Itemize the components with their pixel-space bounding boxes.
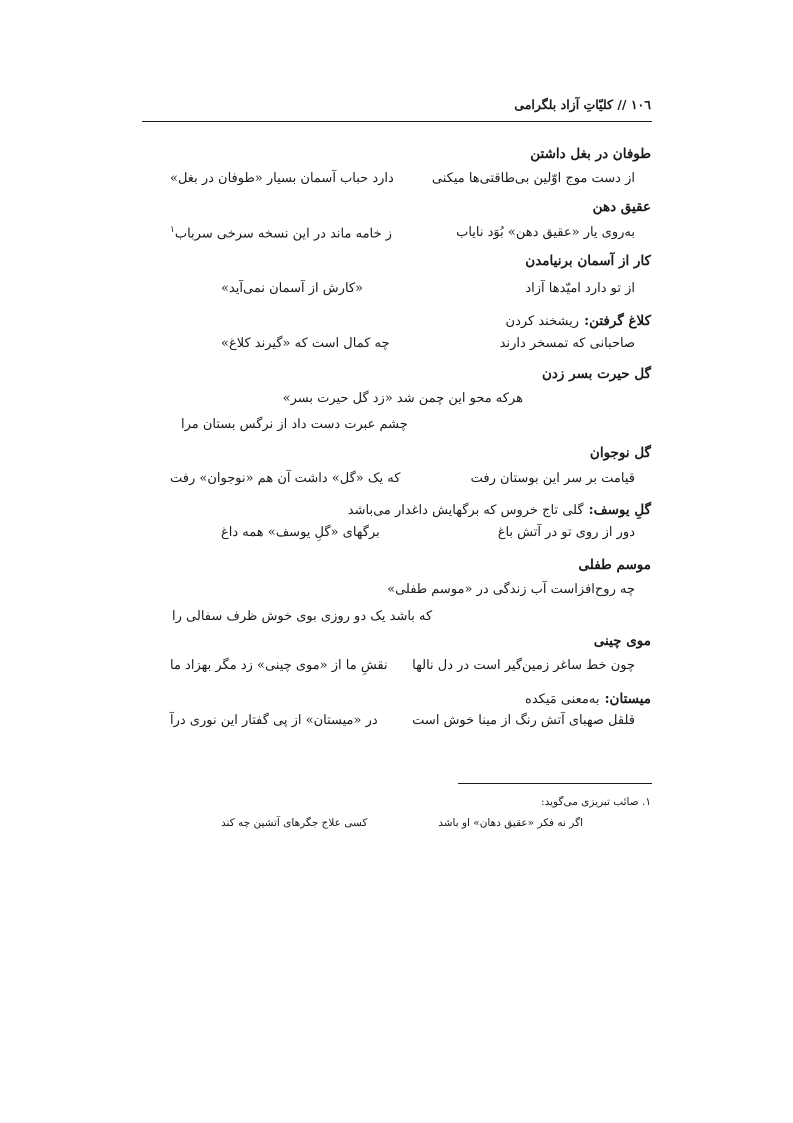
header-separator: // (617, 97, 627, 112)
entry-definition: به‌معنی مَیکده (525, 692, 600, 707)
verse-hemistich-left: چشم عبرت دست داد از نرگس بستان مرا (181, 417, 408, 432)
entry-title: گلِ یوسف: (588, 502, 651, 518)
verse-hemistich-right: چون خط ساغر زمین‌گیر است در دل نالها (412, 658, 635, 673)
verse-hemistich-right: از دست موج اوّلین بی‌طاقتی‌ها میکنی (431, 171, 635, 186)
verse-hemistich-left: برگهای «گلِ یوسف» همه داغ (221, 525, 380, 540)
verse-hemistich-left (170, 225, 392, 241)
running-header (514, 97, 651, 112)
verse-hemistich-left: «کارش از آسمان نمی‌آید» (221, 281, 364, 296)
entry-title: عقیق دهن (592, 199, 651, 215)
book-title: کلیّاتِ آزاد بلگرامی (514, 97, 613, 112)
entry-title: میستان: (604, 691, 651, 707)
verse-hemistich-left: که باشد یک دو روزی بوی خوش ظرف سفالی را (172, 609, 433, 624)
entry-title: موی چینی (593, 633, 651, 649)
verse-hemistich-right: هرکه محو این چمن شد «زد گل حیرت بسر» (282, 391, 523, 406)
entry-title: گل نوجوان (589, 445, 651, 461)
verse-text: ز خامه ماند در این نسخه سرخی سرباب (174, 226, 392, 242)
entry-line (506, 310, 651, 329)
footnote-verse-right: اگر نه فکر «عقیق دهان» او باشد (438, 817, 583, 829)
entry-title: طوفان در بغل داشتن (530, 146, 651, 162)
verse-hemistich-right: چه روح‌افزاست آب زندگی در «موسم طفلی» (387, 582, 635, 597)
verse-hemistich-left: در «میستان» از پی گفتار این نوری درآ (170, 713, 378, 728)
verse-hemistich-left: که یک «گل» داشت آن هم «نوجوان» رفت (170, 471, 401, 486)
verse-hemistich-left: دارد حباب آسمان بسیار «طوفان در بغل» (170, 171, 394, 186)
verse-hemistich-right: قیامت بر سر این بوستان رفت (470, 471, 635, 486)
entry-title: گل حیرت بسر زدن (541, 366, 651, 382)
verse-hemistich-right: به‌روی یار «عقیق دهن» بُوَد نایاب (456, 225, 635, 240)
footnote-intro-line (541, 796, 651, 808)
header-rule (142, 121, 652, 122)
verse-hemistich-right: از تو دارد امیّدها آزاد (525, 281, 635, 296)
footnote-number: ١. (642, 796, 651, 808)
verse-hemistich-right: قلقل صهبای آتش رنگ از مینا خوش است (412, 713, 635, 728)
entry-title: موسم طفلی (578, 557, 651, 573)
entry-title: کار از آسمان برنیامدن (525, 253, 651, 269)
entry-line (525, 688, 651, 707)
footnote-rule (458, 783, 652, 784)
verse-hemistich-right: صاحبانی که تمسخر دارند (499, 336, 635, 351)
verse-hemistich-right: دور از روی تو در آتش باغ (497, 525, 635, 540)
footnote-verse-left: کسی علاج جگرهای آتشین چه کند (221, 817, 368, 829)
page-number: ١٠٦ (630, 97, 651, 112)
entry-line (348, 499, 651, 518)
footnote-reference: ١ (170, 225, 175, 235)
verse-hemistich-left: چه کمال است که «گیرند کلاغ» (221, 336, 390, 351)
entry-definition: گلی تاج خروس که برگهایش داغدار می‌باشد (347, 503, 584, 518)
entry-title: کلاغ گرفتن: (584, 313, 651, 329)
verse-hemistich-left: نقشِ ما از «موی چینی» زد مگر بهزاد ما (170, 658, 388, 673)
footnote-intro: صائب تبریزی می‌گوید: (541, 796, 639, 808)
entry-definition: ریشخند کردن (505, 314, 579, 329)
